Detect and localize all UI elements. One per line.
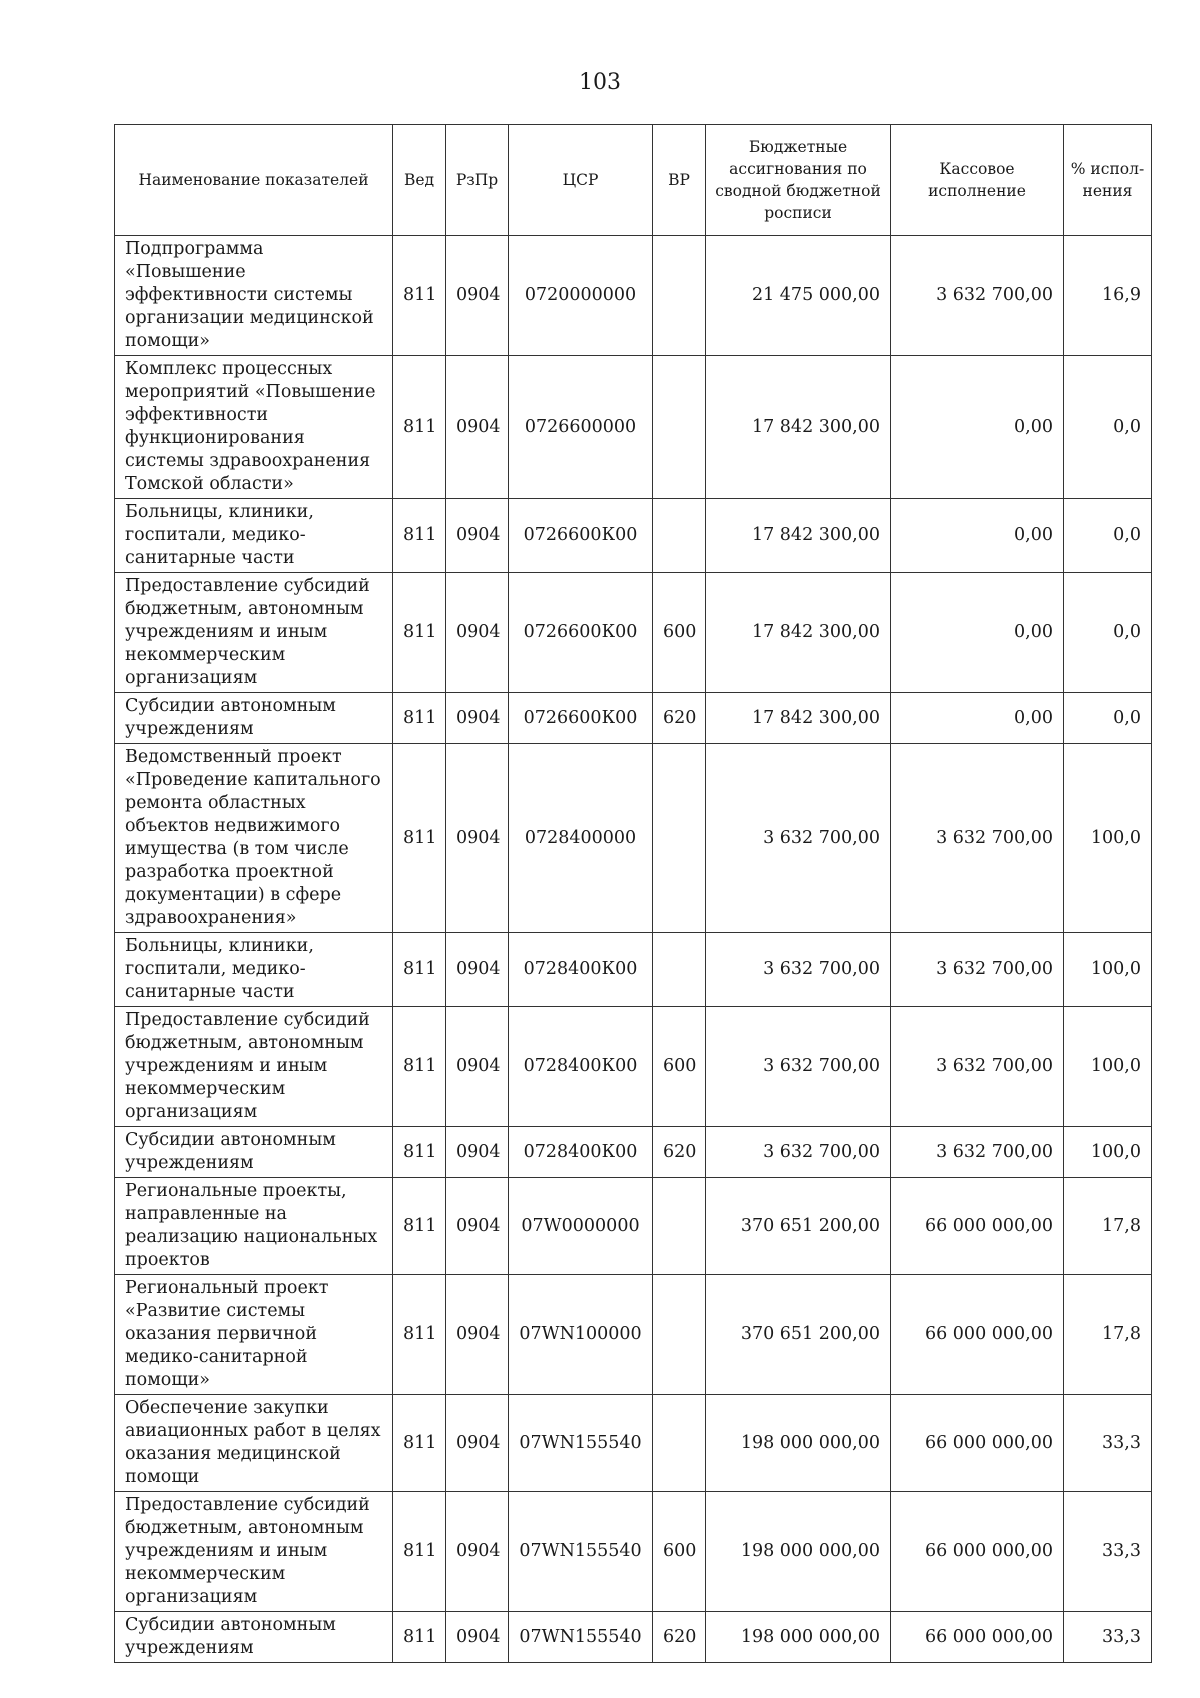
table-row xyxy=(115,933,1152,1007)
cell-name: Комплекс процессных мероприятий «Повышение эффективности функционирования системы здравоохранения Томской области» xyxy=(115,356,393,499)
cell-rzpr: 0904 xyxy=(446,356,509,499)
cell-name: Предоставление субсидий бюджетным, автономным учреждениям и иным некоммерческим организациям xyxy=(115,1492,393,1612)
header-percent: % испол-нения xyxy=(1064,125,1152,236)
cell-csr: 0728400000 xyxy=(509,744,653,933)
cell-name: Региональный проект «Развитие системы оказания первичной медико-санитарной помощи» xyxy=(115,1275,393,1395)
cell-vr xyxy=(653,1275,706,1395)
cell-ved: 811 xyxy=(393,499,446,573)
cell-execution: 3 632 700,00 xyxy=(891,744,1064,933)
cell-execution: 0,00 xyxy=(891,693,1064,744)
cell-csr: 07WN100000 xyxy=(509,1275,653,1395)
cell-vr xyxy=(653,1395,706,1492)
cell-ved: 811 xyxy=(393,744,446,933)
cell-allocations: 17 842 300,00 xyxy=(706,499,891,573)
cell-vr: 620 xyxy=(653,1612,706,1663)
cell-rzpr: 0904 xyxy=(446,1127,509,1178)
cell-ved: 811 xyxy=(393,236,446,356)
cell-vr: 620 xyxy=(653,693,706,744)
cell-allocations: 198 000 000,00 xyxy=(706,1492,891,1612)
cell-vr xyxy=(653,744,706,933)
table-row xyxy=(115,236,1152,356)
cell-percent: 33,3 xyxy=(1064,1492,1152,1612)
cell-csr: 07WN155540 xyxy=(509,1395,653,1492)
cell-name: Субсидии автономным учреждениям xyxy=(115,1127,393,1178)
cell-csr: 0726600К00 xyxy=(509,573,653,693)
cell-percent: 33,3 xyxy=(1064,1395,1152,1492)
cell-name: Предоставление субсидий бюджетным, автономным учреждениям и иным некоммерческим организациям xyxy=(115,1007,393,1127)
header-rzpr: РзПр xyxy=(446,125,509,236)
cell-execution: 3 632 700,00 xyxy=(891,933,1064,1007)
cell-rzpr: 0904 xyxy=(446,693,509,744)
cell-csr: 0728400К00 xyxy=(509,933,653,1007)
cell-percent: 17,8 xyxy=(1064,1275,1152,1395)
cell-name: Больницы, клиники, госпитали, медико-санитарные части xyxy=(115,499,393,573)
cell-csr: 0726600000 xyxy=(509,356,653,499)
cell-rzpr: 0904 xyxy=(446,1612,509,1663)
cell-ved: 811 xyxy=(393,1275,446,1395)
cell-vr: 620 xyxy=(653,1127,706,1178)
cell-ved: 811 xyxy=(393,1395,446,1492)
cell-rzpr: 0904 xyxy=(446,1275,509,1395)
cell-allocations: 3 632 700,00 xyxy=(706,1007,891,1127)
cell-ved: 811 xyxy=(393,1492,446,1612)
cell-vr xyxy=(653,933,706,1007)
table-row xyxy=(115,744,1152,933)
cell-vr: 600 xyxy=(653,1007,706,1127)
cell-execution: 66 000 000,00 xyxy=(891,1395,1064,1492)
cell-percent: 100,0 xyxy=(1064,1007,1152,1127)
table-row xyxy=(115,1612,1152,1663)
cell-allocations: 3 632 700,00 xyxy=(706,1127,891,1178)
cell-percent: 0,0 xyxy=(1064,499,1152,573)
cell-csr: 07WN155540 xyxy=(509,1612,653,1663)
cell-allocations: 17 842 300,00 xyxy=(706,356,891,499)
cell-ved: 811 xyxy=(393,933,446,1007)
cell-allocations: 21 475 000,00 xyxy=(706,236,891,356)
cell-ved: 811 xyxy=(393,356,446,499)
table-row xyxy=(115,356,1152,499)
cell-allocations: 3 632 700,00 xyxy=(706,933,891,1007)
cell-execution: 66 000 000,00 xyxy=(891,1275,1064,1395)
cell-csr: 07WN155540 xyxy=(509,1492,653,1612)
cell-percent: 33,3 xyxy=(1064,1612,1152,1663)
cell-name: Ведомственный проект «Проведение капитального ремонта областных объектов недвижимого имущества (в том числе разработка проектной документации) в сфере здравоохранения» xyxy=(115,744,393,933)
header-execution: Кассовое исполнение xyxy=(891,125,1064,236)
cell-name: Предоставление субсидий бюджетным, автономным учреждениям и иным некоммерческим организациям xyxy=(115,573,393,693)
cell-percent: 17,8 xyxy=(1064,1178,1152,1275)
cell-csr: 0728400К00 xyxy=(509,1007,653,1127)
cell-percent: 100,0 xyxy=(1064,744,1152,933)
table-header-row xyxy=(115,125,1152,236)
cell-execution: 66 000 000,00 xyxy=(891,1178,1064,1275)
cell-rzpr: 0904 xyxy=(446,744,509,933)
cell-allocations: 3 632 700,00 xyxy=(706,744,891,933)
cell-vr: 600 xyxy=(653,573,706,693)
cell-execution: 0,00 xyxy=(891,356,1064,499)
table-body xyxy=(115,236,1152,1663)
page-number: 103 xyxy=(579,70,621,95)
table-row xyxy=(115,1178,1152,1275)
cell-ved: 811 xyxy=(393,1127,446,1178)
cell-name: Субсидии автономным учреждениям xyxy=(115,1612,393,1663)
cell-allocations: 17 842 300,00 xyxy=(706,693,891,744)
cell-rzpr: 0904 xyxy=(446,933,509,1007)
cell-execution: 0,00 xyxy=(891,573,1064,693)
cell-percent: 16,9 xyxy=(1064,236,1152,356)
cell-rzpr: 0904 xyxy=(446,499,509,573)
cell-execution: 0,00 xyxy=(891,499,1064,573)
cell-rzpr: 0904 xyxy=(446,573,509,693)
cell-ved: 811 xyxy=(393,1178,446,1275)
budget-table xyxy=(114,124,1152,1663)
cell-execution: 66 000 000,00 xyxy=(891,1612,1064,1663)
table-row xyxy=(115,573,1152,693)
table-row xyxy=(115,1007,1152,1127)
cell-csr: 0728400К00 xyxy=(509,1127,653,1178)
table-row xyxy=(115,1275,1152,1395)
cell-name: Обеспечение закупки авиационных работ в целях оказания медицинской помощи xyxy=(115,1395,393,1492)
cell-allocations: 17 842 300,00 xyxy=(706,573,891,693)
header-name: Наименование показателей xyxy=(115,125,393,236)
cell-name: Региональные проекты, направленные на реализацию национальных проектов xyxy=(115,1178,393,1275)
header-vr: ВР xyxy=(653,125,706,236)
cell-execution: 66 000 000,00 xyxy=(891,1492,1064,1612)
cell-rzpr: 0904 xyxy=(446,1395,509,1492)
cell-ved: 811 xyxy=(393,573,446,693)
cell-allocations: 198 000 000,00 xyxy=(706,1612,891,1663)
cell-rzpr: 0904 xyxy=(446,236,509,356)
cell-ved: 811 xyxy=(393,1007,446,1127)
header-allocations: Бюджетные ассигнования по сводной бюджетной росписи xyxy=(706,125,891,236)
table-row xyxy=(115,1127,1152,1178)
table-row xyxy=(115,499,1152,573)
cell-vr xyxy=(653,356,706,499)
cell-ved: 811 xyxy=(393,693,446,744)
cell-execution: 3 632 700,00 xyxy=(891,236,1064,356)
cell-csr: 0720000000 xyxy=(509,236,653,356)
cell-vr xyxy=(653,1178,706,1275)
cell-name: Подпрограмма «Повышение эффективности системы организации медицинской помощи» xyxy=(115,236,393,356)
table-row xyxy=(115,1492,1152,1612)
cell-percent: 0,0 xyxy=(1064,573,1152,693)
cell-rzpr: 0904 xyxy=(446,1007,509,1127)
header-ved: Вед xyxy=(393,125,446,236)
cell-vr xyxy=(653,236,706,356)
cell-name: Субсидии автономным учреждениям xyxy=(115,693,393,744)
cell-csr: 0726600К00 xyxy=(509,499,653,573)
cell-name: Больницы, клиники, госпитали, медико-санитарные части xyxy=(115,933,393,1007)
cell-percent: 0,0 xyxy=(1064,693,1152,744)
cell-csr: 07W0000000 xyxy=(509,1178,653,1275)
cell-percent: 100,0 xyxy=(1064,933,1152,1007)
cell-allocations: 370 651 200,00 xyxy=(706,1275,891,1395)
cell-execution: 3 632 700,00 xyxy=(891,1127,1064,1178)
cell-execution: 3 632 700,00 xyxy=(891,1007,1064,1127)
header-csr: ЦСР xyxy=(509,125,653,236)
cell-percent: 100,0 xyxy=(1064,1127,1152,1178)
cell-rzpr: 0904 xyxy=(446,1178,509,1275)
cell-allocations: 198 000 000,00 xyxy=(706,1395,891,1492)
cell-ved: 811 xyxy=(393,1612,446,1663)
cell-csr: 0726600К00 xyxy=(509,693,653,744)
table-row xyxy=(115,693,1152,744)
cell-allocations: 370 651 200,00 xyxy=(706,1178,891,1275)
table-row xyxy=(115,1395,1152,1492)
cell-percent: 0,0 xyxy=(1064,356,1152,499)
cell-vr xyxy=(653,499,706,573)
cell-rzpr: 0904 xyxy=(446,1492,509,1612)
cell-vr: 600 xyxy=(653,1492,706,1612)
